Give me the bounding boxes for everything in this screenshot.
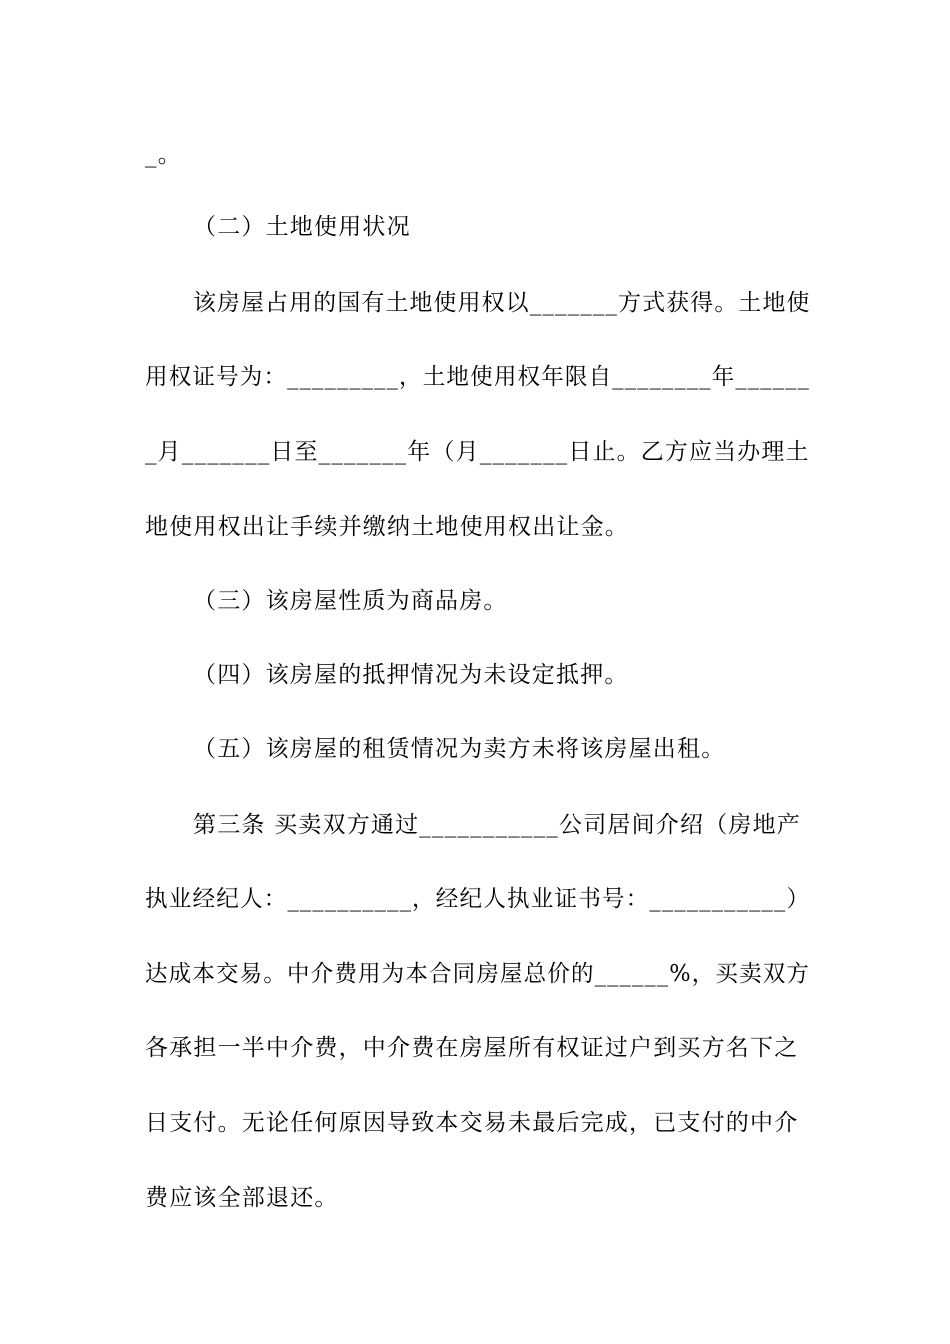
text-line: 地使用权出让手续并缴纳土地使用权出让金。 [145, 514, 629, 540]
section-heading-land-use: （二）土地使用状况 [193, 214, 411, 240]
text-line: 日支付。无论任何原因导致本交易未最后完成，已支付的中介 [145, 1110, 799, 1136]
text-line: （四）该房屋的抵押情况为未设定抵押。 [193, 662, 629, 688]
text-line: 执业经纪人：__________，经纪人执业证书号：___________） [145, 886, 811, 912]
text-line: 该房屋占用的国有土地使用权以_______方式获得。土地使 [193, 290, 811, 316]
text-line: 费应该全部退还。 [145, 1185, 339, 1211]
text-line: （五）该房屋的租赁情况为卖方未将该房屋出租。 [193, 736, 726, 762]
text-line: _月_______日至_______年（月_______日止。乙方应当办理土 [145, 439, 810, 465]
text-line: 各承担一半中介费，中介费在房屋所有权证过户到买方名下之 [145, 1035, 799, 1061]
text-line: （三）该房屋性质为商品房。 [193, 588, 508, 614]
article-three-heading: 第三条 买卖双方通过___________公司居间介绍（房地产 [193, 812, 802, 838]
text-line: 用权证号为：_________，土地使用权年限自________年______ [145, 364, 811, 390]
text-line: 达成本交易。中介费用为本合同房屋总价的______%，买卖双方 [145, 961, 811, 987]
text-line: _。 [145, 142, 182, 168]
